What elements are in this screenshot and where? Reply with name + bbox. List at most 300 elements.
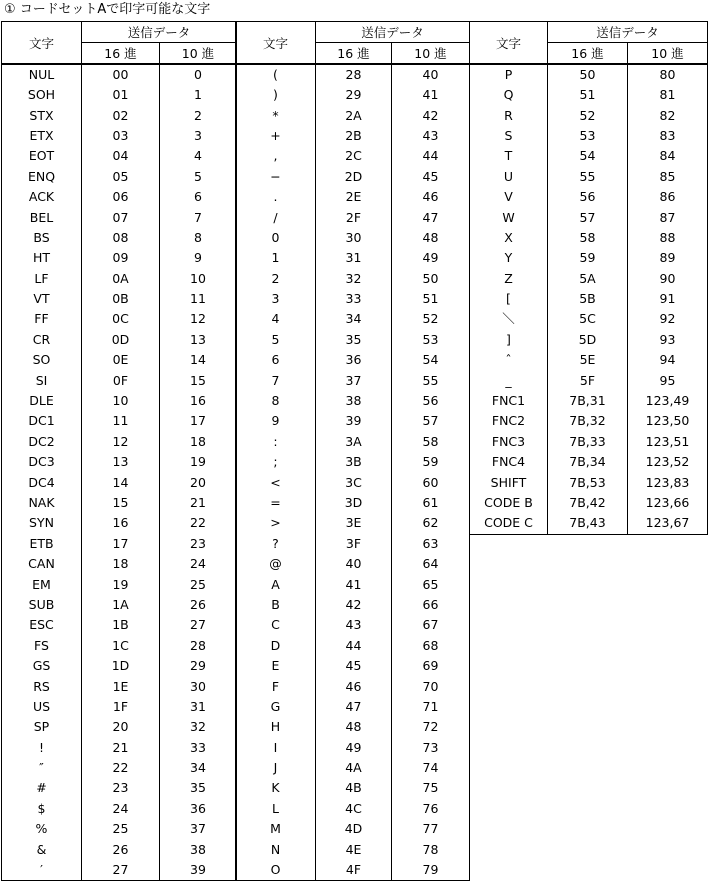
dec-cell: 74 — [392, 758, 470, 778]
char-cell: CAN — [2, 554, 82, 574]
table-row — [236, 248, 470, 268]
dec-cell: 39 — [160, 860, 237, 881]
char-cell: FNC4 — [470, 452, 548, 472]
table-row — [236, 269, 470, 289]
char-cell: ( — [236, 64, 316, 85]
hex-cell: 53 — [548, 126, 628, 146]
table-row — [2, 248, 237, 268]
dec-cell: 37 — [160, 819, 237, 839]
header-dec: 10 進 — [160, 43, 237, 65]
table-row — [236, 85, 470, 105]
char-cell: U — [470, 167, 548, 187]
char-cell: CODE C — [470, 513, 548, 534]
dec-cell: 67 — [392, 615, 470, 635]
hex-cell: 2A — [316, 105, 392, 125]
table-row — [2, 615, 237, 635]
hex-cell: 09 — [82, 248, 160, 268]
table-row — [470, 167, 708, 187]
char-cell: RS — [2, 676, 82, 696]
dec-cell: 38 — [160, 839, 237, 859]
hex-cell: 1D — [82, 656, 160, 676]
table-row — [236, 697, 470, 717]
hex-cell: 15 — [82, 493, 160, 513]
hex-cell: 44 — [316, 636, 392, 656]
hex-cell: 2D — [316, 167, 392, 187]
char-cell: N — [236, 839, 316, 859]
dec-cell: 50 — [392, 269, 470, 289]
char-cell: ＼ — [470, 309, 548, 329]
char-cell: 6 — [236, 350, 316, 370]
hex-cell: 0A — [82, 269, 160, 289]
char-cell: R — [470, 105, 548, 125]
char-cell: 9 — [236, 411, 316, 431]
table-row — [236, 350, 470, 370]
char-cell: STX — [2, 105, 82, 125]
table-row — [2, 819, 237, 839]
table-row — [2, 676, 237, 696]
hex-cell: 7B,34 — [548, 452, 628, 472]
hex-cell: 11 — [82, 411, 160, 431]
char-cell: Y — [470, 248, 548, 268]
dec-cell: 123,52 — [628, 452, 708, 472]
char-cell: DC2 — [2, 432, 82, 452]
char-cell: ! — [2, 738, 82, 758]
hex-cell: 56 — [548, 187, 628, 207]
dec-cell: 27 — [160, 615, 237, 635]
hex-cell: 20 — [82, 717, 160, 737]
char-cell: 0 — [236, 228, 316, 248]
char-cell: VT — [2, 289, 82, 309]
hex-cell: 43 — [316, 615, 392, 635]
char-cell: Z — [470, 269, 548, 289]
dec-cell: 88 — [628, 228, 708, 248]
dec-cell: 24 — [160, 554, 237, 574]
char-cell: DC3 — [2, 452, 82, 472]
table-row — [2, 636, 237, 656]
table-row — [2, 187, 237, 207]
hex-cell: 5B — [548, 289, 628, 309]
dec-cell: 4 — [160, 146, 237, 166]
table-body — [236, 64, 470, 881]
header-send-data: 送信データ — [316, 22, 470, 43]
header-send-data: 送信データ — [82, 22, 237, 43]
table-row — [236, 64, 470, 85]
hex-cell: 45 — [316, 656, 392, 676]
char-cell: G — [236, 697, 316, 717]
char-cell: 8 — [236, 391, 316, 411]
hex-cell: 7B,32 — [548, 411, 628, 431]
hex-cell: 5C — [548, 309, 628, 329]
hex-cell: 52 — [548, 105, 628, 125]
dec-cell: 7 — [160, 207, 237, 227]
char-cell: ) — [236, 85, 316, 105]
dec-cell: 80 — [628, 64, 708, 85]
char-cell: K — [236, 778, 316, 798]
dec-cell: 45 — [392, 167, 470, 187]
hex-cell: 0D — [82, 330, 160, 350]
table-row — [236, 207, 470, 227]
hex-cell: 16 — [82, 513, 160, 533]
char-cell: % — [2, 819, 82, 839]
hex-cell: 17 — [82, 534, 160, 554]
char-cell: FNC2 — [470, 411, 548, 431]
table-row — [236, 391, 470, 411]
table-row — [470, 330, 708, 350]
char-cell: $ — [2, 799, 82, 819]
table-row — [2, 269, 237, 289]
char-cell: ESC — [2, 615, 82, 635]
table-row — [236, 228, 470, 248]
table-row — [470, 309, 708, 329]
char-cell: EM — [2, 574, 82, 594]
char-cell: O — [236, 860, 316, 881]
hex-cell: 40 — [316, 554, 392, 574]
table-row — [2, 370, 237, 390]
hex-cell: 28 — [316, 64, 392, 85]
table-row — [2, 799, 237, 819]
table-row — [470, 391, 708, 411]
table-body — [470, 64, 708, 534]
hex-cell: 51 — [548, 85, 628, 105]
dec-cell: 76 — [392, 799, 470, 819]
table-row — [2, 656, 237, 676]
dec-cell: 64 — [392, 554, 470, 574]
hex-cell: 3F — [316, 534, 392, 554]
hex-cell: 31 — [316, 248, 392, 268]
table-row — [2, 534, 237, 554]
hex-cell: 3D — [316, 493, 392, 513]
table-row — [2, 554, 237, 574]
table-row — [236, 758, 470, 778]
char-cell: ′ — [2, 860, 82, 881]
header-hex: 16 進 — [548, 43, 628, 65]
hex-cell: 5D — [548, 330, 628, 350]
char-cell: LF — [2, 269, 82, 289]
hex-cell: 36 — [316, 350, 392, 370]
hex-cell: 07 — [82, 207, 160, 227]
table-row — [236, 146, 470, 166]
table-row — [470, 126, 708, 146]
hex-cell: 14 — [82, 472, 160, 492]
char-cell: M — [236, 819, 316, 839]
hex-cell: 10 — [82, 391, 160, 411]
dec-cell: 75 — [392, 778, 470, 798]
char-cell: E — [236, 656, 316, 676]
table-row — [470, 432, 708, 452]
char-cell: + — [236, 126, 316, 146]
table-row — [2, 289, 237, 309]
char-cell: ENQ — [2, 167, 82, 187]
dec-cell: 12 — [160, 309, 237, 329]
table-row — [470, 411, 708, 431]
hex-cell: 04 — [82, 146, 160, 166]
char-cell: ˆ — [470, 350, 548, 370]
char-cell: X — [470, 228, 548, 248]
dec-cell: 123,83 — [628, 472, 708, 492]
char-cell: 1 — [236, 248, 316, 268]
hex-cell: 37 — [316, 370, 392, 390]
hex-cell: 29 — [316, 85, 392, 105]
hex-cell: 23 — [82, 778, 160, 798]
hex-cell: 55 — [548, 167, 628, 187]
char-cell: FS — [2, 636, 82, 656]
hex-cell: 57 — [548, 207, 628, 227]
table-row — [2, 432, 237, 452]
hex-cell: 33 — [316, 289, 392, 309]
char-cell: ACK — [2, 187, 82, 207]
dec-cell: 95 — [628, 370, 708, 390]
dec-cell: 22 — [160, 513, 237, 533]
hex-cell: 2F — [316, 207, 392, 227]
dec-cell: 47 — [392, 207, 470, 227]
dec-cell: 85 — [628, 167, 708, 187]
dec-cell: 83 — [628, 126, 708, 146]
table-row — [236, 513, 470, 533]
hex-cell: 18 — [82, 554, 160, 574]
hex-cell: 2E — [316, 187, 392, 207]
hex-cell: 13 — [82, 452, 160, 472]
hex-cell: 7B,31 — [548, 391, 628, 411]
dec-cell: 32 — [160, 717, 237, 737]
dec-cell: 63 — [392, 534, 470, 554]
table-row — [236, 636, 470, 656]
hex-cell: 39 — [316, 411, 392, 431]
dec-cell: 86 — [628, 187, 708, 207]
char-cell: ; — [236, 452, 316, 472]
hex-cell: 1E — [82, 676, 160, 696]
hex-cell: 41 — [316, 574, 392, 594]
dec-cell: 35 — [160, 778, 237, 798]
table-row — [236, 839, 470, 859]
hex-cell: 47 — [316, 697, 392, 717]
hex-cell: 4B — [316, 778, 392, 798]
char-cell: I — [236, 738, 316, 758]
hex-cell: 4A — [316, 758, 392, 778]
dec-cell: 25 — [160, 574, 237, 594]
table-row — [236, 738, 470, 758]
table-row — [470, 493, 708, 513]
char-cell: L — [236, 799, 316, 819]
table-row — [2, 228, 237, 248]
dec-cell: 9 — [160, 248, 237, 268]
char-cell: ] — [470, 330, 548, 350]
char-cell: FNC3 — [470, 432, 548, 452]
table-row — [470, 187, 708, 207]
header-char: 文字 — [470, 22, 548, 65]
dec-cell: 23 — [160, 534, 237, 554]
table-row — [2, 778, 237, 798]
dec-cell: 8 — [160, 228, 237, 248]
table-row — [470, 513, 708, 534]
dec-cell: 90 — [628, 269, 708, 289]
dec-cell: 79 — [392, 860, 470, 881]
table-row — [2, 472, 237, 492]
table-row — [236, 778, 470, 798]
dec-cell: 53 — [392, 330, 470, 350]
hex-cell: 05 — [82, 167, 160, 187]
dec-cell: 66 — [392, 595, 470, 615]
char-cell: _ — [470, 370, 548, 390]
hex-cell: 4D — [316, 819, 392, 839]
hex-cell: 58 — [548, 228, 628, 248]
dec-cell: 28 — [160, 636, 237, 656]
table-row — [2, 146, 237, 166]
char-cell: SOH — [2, 85, 82, 105]
dec-cell: 59 — [392, 452, 470, 472]
dec-cell: 6 — [160, 187, 237, 207]
table-row — [236, 574, 470, 594]
hex-cell: 49 — [316, 738, 392, 758]
char-cell: V — [470, 187, 548, 207]
table-row — [236, 493, 470, 513]
dec-cell: 36 — [160, 799, 237, 819]
table-row — [470, 269, 708, 289]
table-row — [2, 105, 237, 125]
header-hex: 16 進 — [82, 43, 160, 65]
dec-cell: 123,50 — [628, 411, 708, 431]
dec-cell: 30 — [160, 676, 237, 696]
char-cell: 3 — [236, 289, 316, 309]
table-row — [236, 126, 470, 146]
dec-cell: 54 — [392, 350, 470, 370]
dec-cell: 0 — [160, 64, 237, 85]
table-row — [2, 167, 237, 187]
char-cell: FNC1 — [470, 391, 548, 411]
char-cell: SI — [2, 370, 82, 390]
header-dec: 10 進 — [392, 43, 470, 65]
table-row — [2, 207, 237, 227]
char-cell: P — [470, 64, 548, 85]
dec-cell: 55 — [392, 370, 470, 390]
dec-cell: 51 — [392, 289, 470, 309]
hex-cell: 08 — [82, 228, 160, 248]
hex-cell: 25 — [82, 819, 160, 839]
dec-cell: 62 — [392, 513, 470, 533]
dec-cell: 15 — [160, 370, 237, 390]
hex-cell: 3C — [316, 472, 392, 492]
char-cell: > — [236, 513, 316, 533]
hex-cell: 5A — [548, 269, 628, 289]
header-send-data: 送信データ — [548, 22, 708, 43]
char-cell: F — [236, 676, 316, 696]
table-row — [2, 493, 237, 513]
char-cell: [ — [470, 289, 548, 309]
hex-cell: 42 — [316, 595, 392, 615]
hex-cell: 0B — [82, 289, 160, 309]
dec-cell: 33 — [160, 738, 237, 758]
hex-cell: 2C — [316, 146, 392, 166]
hex-cell: 0F — [82, 370, 160, 390]
dec-cell: 91 — [628, 289, 708, 309]
table-row — [470, 452, 708, 472]
char-cell: D — [236, 636, 316, 656]
table-row — [236, 554, 470, 574]
table-row — [236, 717, 470, 737]
hex-cell: 24 — [82, 799, 160, 819]
dec-cell: 58 — [392, 432, 470, 452]
char-cell: . — [236, 187, 316, 207]
table-row — [470, 289, 708, 309]
table-row — [236, 534, 470, 554]
dec-cell: 93 — [628, 330, 708, 350]
char-cell: A — [236, 574, 316, 594]
hex-cell: 01 — [82, 85, 160, 105]
hex-cell: 21 — [82, 738, 160, 758]
hex-cell: 0C — [82, 309, 160, 329]
table-row — [2, 126, 237, 146]
table-row — [2, 330, 237, 350]
table-row — [2, 574, 237, 594]
header-hex: 16 進 — [316, 43, 392, 65]
char-cell: @ — [236, 554, 316, 574]
table-row — [236, 799, 470, 819]
dec-cell: 61 — [392, 493, 470, 513]
hex-cell: 03 — [82, 126, 160, 146]
char-cell: FF — [2, 309, 82, 329]
code-table-col-1 — [1, 21, 237, 881]
dec-cell: 78 — [392, 839, 470, 859]
char-cell: T — [470, 146, 548, 166]
hex-cell: 7B,42 — [548, 493, 628, 513]
hex-cell: 02 — [82, 105, 160, 125]
dec-cell: 73 — [392, 738, 470, 758]
hex-cell: 7B,33 — [548, 432, 628, 452]
hex-cell: 3A — [316, 432, 392, 452]
dec-cell: 94 — [628, 350, 708, 370]
dec-cell: 18 — [160, 432, 237, 452]
dec-cell: 81 — [628, 85, 708, 105]
dec-cell: 48 — [392, 228, 470, 248]
dec-cell: 10 — [160, 269, 237, 289]
dec-cell: 123,51 — [628, 432, 708, 452]
dec-cell: 123,49 — [628, 391, 708, 411]
char-cell: & — [2, 839, 82, 859]
char-cell: SUB — [2, 595, 82, 615]
dec-cell: 84 — [628, 146, 708, 166]
hex-cell: 4C — [316, 799, 392, 819]
dec-cell: 89 — [628, 248, 708, 268]
dec-cell: 71 — [392, 697, 470, 717]
dec-cell: 29 — [160, 656, 237, 676]
hex-cell: 46 — [316, 676, 392, 696]
char-cell: ETX — [2, 126, 82, 146]
table-row — [2, 860, 237, 881]
table-row — [470, 472, 708, 492]
char-cell: HT — [2, 248, 82, 268]
dec-cell: 68 — [392, 636, 470, 656]
table-row — [2, 411, 237, 431]
table-body — [2, 64, 237, 881]
char-cell: NAK — [2, 493, 82, 513]
dec-cell: 56 — [392, 391, 470, 411]
char-cell: J — [236, 758, 316, 778]
dec-cell: 11 — [160, 289, 237, 309]
table-row — [236, 656, 470, 676]
header-char: 文字 — [2, 22, 82, 65]
char-cell: CR — [2, 330, 82, 350]
table-row — [2, 513, 237, 533]
table-row — [236, 819, 470, 839]
char-cell: C — [236, 615, 316, 635]
hex-cell: 19 — [82, 574, 160, 594]
char-cell: BEL — [2, 207, 82, 227]
code-table-col-2 — [235, 21, 470, 881]
char-cell: SP — [2, 717, 82, 737]
hex-cell: 1B — [82, 615, 160, 635]
hex-cell: 06 — [82, 187, 160, 207]
table-row — [236, 167, 470, 187]
table-row — [236, 105, 470, 125]
